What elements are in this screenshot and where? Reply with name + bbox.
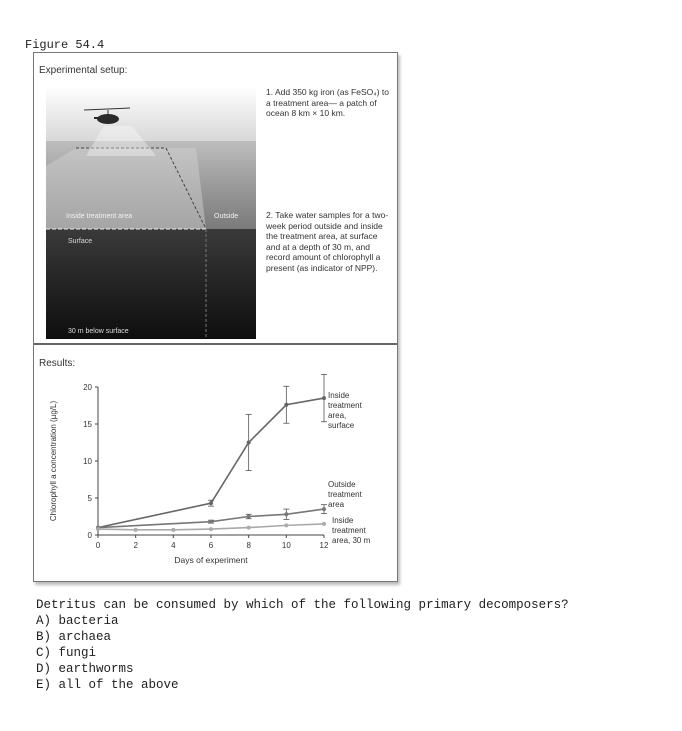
- y-axis-label: Chlorophyll a concentration (µg/L): [49, 400, 58, 522]
- question-area: [36, 597, 569, 693]
- data-point-2-4: [247, 526, 251, 530]
- data-point-2-1: [134, 528, 138, 532]
- y-tick-label-5: 5: [87, 494, 92, 503]
- chlorophyll-chart: [34, 371, 397, 576]
- option-e[interactable]: E) all of the above: [36, 678, 179, 692]
- y-tick-label-15: 15: [83, 420, 92, 429]
- figure-label: Figure 54.4: [25, 38, 105, 52]
- x-tick-label-4: 4: [171, 541, 176, 550]
- data-point-2-6: [322, 522, 326, 526]
- x-axis-label: Days of experiment: [174, 555, 248, 565]
- inside-treatment-label: Inside treatment area: [66, 213, 133, 220]
- data-point-1-1: [209, 520, 213, 524]
- ocean-illustration: [46, 86, 256, 339]
- y-tick-label-10: 10: [83, 457, 92, 466]
- deep-water: [46, 229, 256, 339]
- surface-label: Surface: [68, 238, 93, 245]
- data-point-0-2: [247, 441, 251, 445]
- x-tick-label-10: 10: [281, 541, 291, 550]
- series-label-1: Outside treatment area: [328, 479, 362, 509]
- setup-title: Experimental setup:: [39, 65, 128, 76]
- x-tick-label-2: 2: [133, 541, 138, 550]
- series-label-0: Inside treatment area, surface: [328, 391, 362, 431]
- step-2-text: 2. Take water samples for a two-week period outside and inside the treatment area, at surface and at a depth of 30 m, and record amount of chlorophyll a present (as indicator of NPP).: [266, 210, 389, 273]
- question-text: Detritus can be consumed by which of the following primary decomposers?: [36, 598, 569, 612]
- data-point-2-0: [96, 527, 100, 531]
- depth-label: 30 m below surface: [68, 328, 129, 335]
- experimental-setup-panel: [34, 53, 397, 345]
- results-title: Results:: [39, 358, 76, 369]
- data-point-1-3: [284, 512, 288, 516]
- series-line-0: [98, 398, 324, 527]
- data-point-0-4: [322, 396, 326, 400]
- data-point-2-2: [171, 528, 175, 532]
- data-point-1-2: [247, 515, 251, 519]
- data-point-0-3: [284, 403, 288, 407]
- y-tick-label-0: 0: [87, 531, 92, 540]
- data-point-2-3: [209, 527, 213, 531]
- x-tick-label-6: 6: [208, 541, 214, 550]
- data-point-0-1: [209, 501, 213, 505]
- figure-panel: [33, 52, 398, 582]
- step-1-text: 1. Add 350 kg iron (as FeSO₄) to a treatment area— a patch of ocean 8 km × 10 km.: [266, 87, 390, 118]
- option-d[interactable]: D) earthworms: [36, 662, 134, 676]
- option-b[interactable]: B) archaea: [36, 630, 112, 644]
- option-c[interactable]: C) fungi: [36, 646, 97, 660]
- sky-area: [46, 86, 256, 141]
- x-tick-label-0: 0: [95, 541, 101, 550]
- data-point-2-5: [284, 523, 288, 527]
- x-tick-label-12: 12: [319, 541, 329, 550]
- x-tick-label-8: 8: [246, 541, 251, 550]
- series-label-2: Inside treatment area, 30 m: [332, 516, 371, 546]
- y-tick-label-20: 20: [83, 383, 92, 392]
- option-a[interactable]: A) bacteria: [36, 614, 119, 628]
- data-point-1-4: [322, 507, 326, 511]
- outside-label: Outside: [214, 213, 239, 220]
